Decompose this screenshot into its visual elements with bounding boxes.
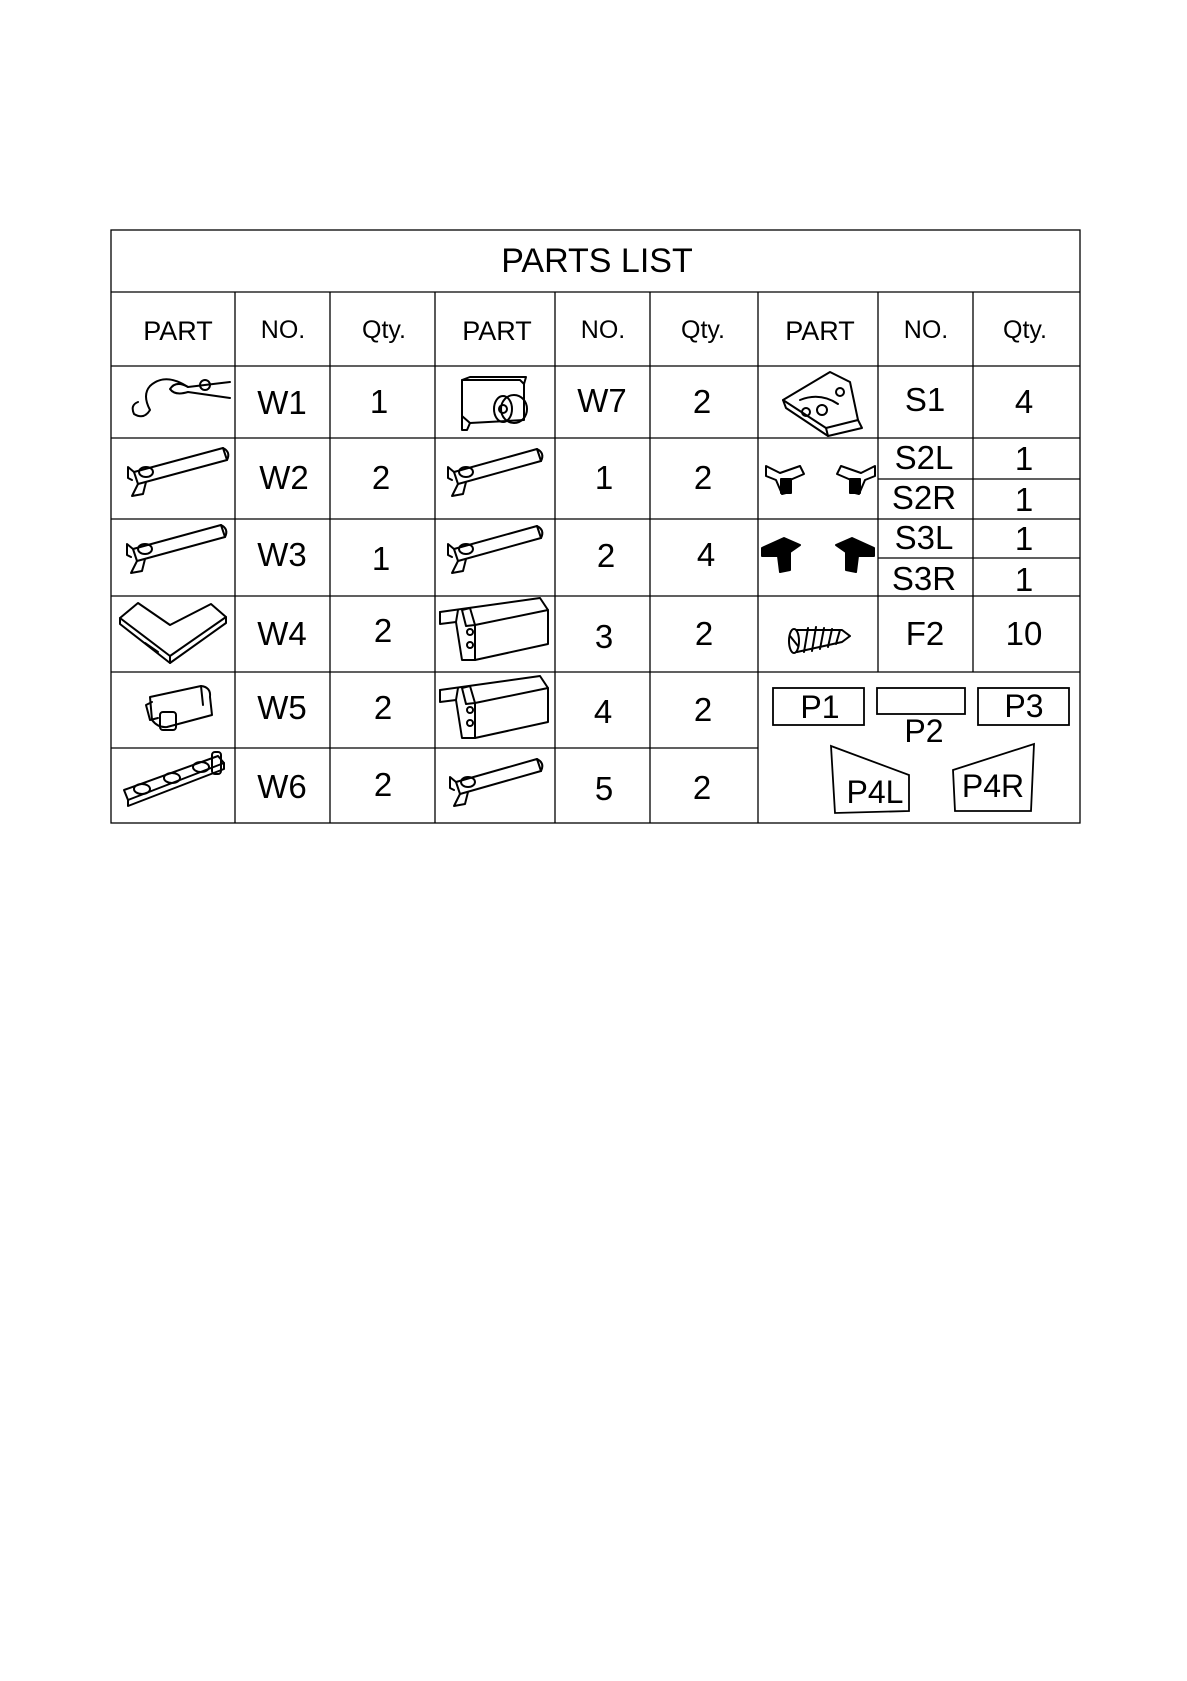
part-number: F2 — [905, 615, 945, 652]
header-qty-2: Qty. — [681, 316, 725, 344]
header-qty-1: Qty. — [362, 316, 406, 344]
wide-frame-profile-icon — [440, 598, 548, 660]
part-number: 1 — [594, 459, 614, 496]
panel-p4r-label: P4R — [961, 768, 1025, 804]
group-3-values — [892, 381, 1042, 652]
group-1-values — [257, 383, 392, 805]
part-number: W3 — [257, 536, 307, 573]
header-no-1: NO. — [260, 316, 306, 344]
header-part-2: PART — [462, 316, 532, 346]
rail-profile-icon — [448, 449, 542, 496]
panel-parts — [773, 688, 1069, 813]
table-title: PARTS LIST — [501, 242, 693, 280]
part-number: W1 — [257, 384, 307, 421]
part-number: 4 — [593, 693, 613, 730]
part-number: 3 — [594, 618, 614, 655]
part-number: S2L — [894, 439, 954, 476]
wide-frame-profile-icon — [440, 676, 548, 738]
rail-profile-icon — [128, 448, 228, 496]
part-qty: 2 — [373, 766, 393, 803]
header-qty-3: Qty. — [1003, 316, 1047, 344]
part-qty: 1 — [1014, 561, 1034, 598]
part-qty: 2 — [371, 459, 391, 496]
panel-p2-label: P2 — [904, 713, 944, 749]
header-no-3: NO. — [903, 316, 949, 344]
part-qty: 2 — [373, 689, 393, 726]
panel-p2-shape — [877, 688, 965, 714]
part-qty: 4 — [696, 536, 716, 573]
part-qty: 1 — [371, 540, 391, 577]
part-number: S3R — [891, 560, 957, 597]
part-number: 2 — [596, 537, 616, 574]
rail-profile-icon — [448, 526, 542, 573]
part-qty: 2 — [373, 612, 393, 649]
part-qty: 1 — [369, 383, 389, 420]
bracket-pair-icon — [766, 466, 875, 494]
part-number: S2R — [891, 479, 957, 516]
part-number: W2 — [259, 459, 309, 496]
part-number: S1 — [904, 381, 946, 418]
panel-p1-label: P1 — [800, 689, 840, 725]
part-number: W5 — [257, 689, 307, 726]
header-part-3: PART — [785, 316, 855, 346]
hook-spring-icon — [133, 379, 230, 416]
rail-profile-icon — [450, 759, 542, 806]
part-number: 5 — [594, 770, 614, 807]
panel-p4l-label: P4L — [846, 774, 904, 810]
corner-foot-icon — [783, 372, 862, 436]
part-qty: 2 — [693, 459, 713, 496]
part-qty: 2 — [693, 691, 713, 728]
hinge-block-icon — [146, 686, 212, 730]
part-number: W4 — [257, 615, 307, 652]
part-qty: 2 — [692, 383, 712, 420]
corner-bracket-icon — [120, 603, 226, 663]
header-part-1: PART — [143, 316, 213, 346]
part-qty: 10 — [1005, 615, 1043, 652]
part-qty: 4 — [1014, 383, 1034, 420]
part-qty: 2 — [692, 769, 712, 806]
clip-pair-icon — [762, 538, 874, 572]
part-number: W7 — [577, 382, 627, 419]
screw-icon — [789, 627, 850, 653]
part-qty: 1 — [1014, 520, 1034, 557]
rail-profile-icon — [127, 525, 226, 573]
panel-p3-label: P3 — [1004, 688, 1044, 724]
hinge-plate-icon — [124, 752, 224, 806]
part-number: S3L — [894, 519, 954, 556]
part-qty: 1 — [1014, 440, 1034, 477]
group-2-values — [577, 382, 715, 807]
part-qty: 1 — [1014, 481, 1034, 518]
part-qty: 2 — [694, 615, 714, 652]
header-row — [143, 316, 1047, 346]
header-no-2: NO. — [580, 316, 626, 344]
part-number: W6 — [257, 768, 307, 805]
knob-bracket-icon — [462, 377, 527, 430]
